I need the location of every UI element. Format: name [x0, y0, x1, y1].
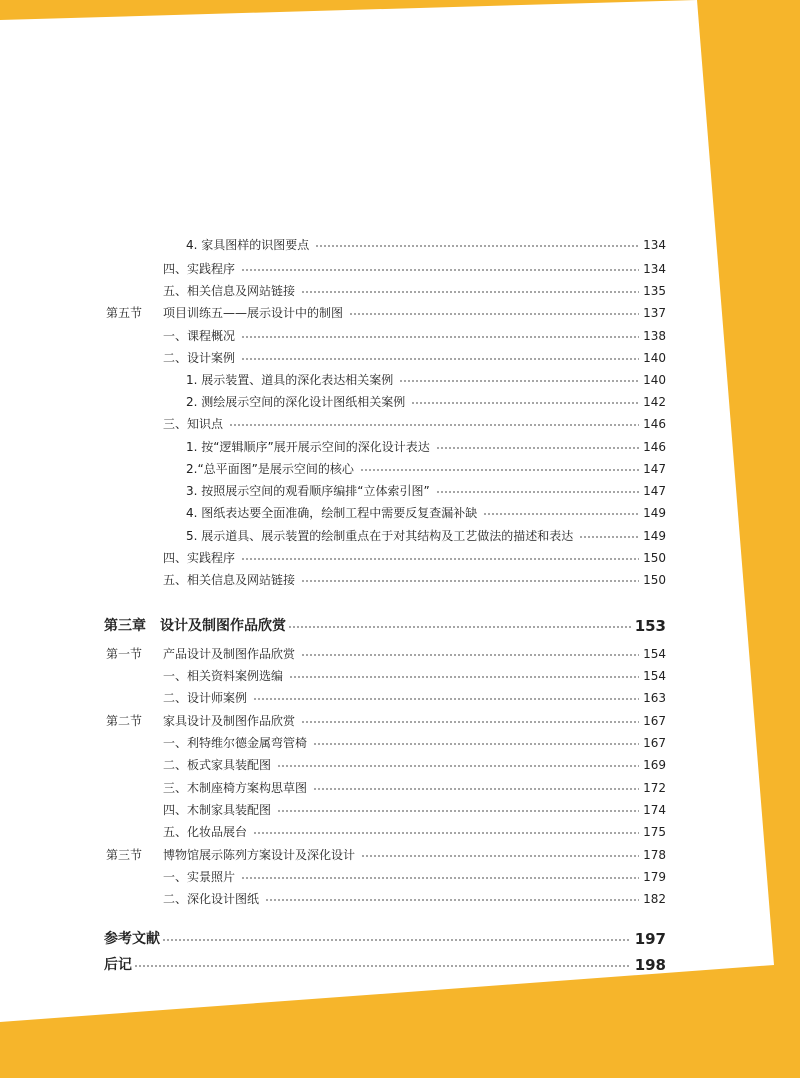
toc-entry-title: 四、实践程序	[163, 551, 236, 565]
toc-entry-title: 产品设计及制图作品欣赏	[163, 647, 296, 661]
toc-entry-title: 二、设计师案例	[163, 691, 248, 705]
toc-entry-page: 182	[643, 892, 666, 906]
toc-entry-page: 135	[643, 284, 666, 298]
toc-entry	[163, 889, 666, 909]
toc-entry-title: 5. 展示道具、展示装置的绘制重点在于对其结构及工艺做法的描述和表达	[186, 529, 574, 543]
dot-leader	[241, 877, 639, 879]
toc-entry	[163, 867, 666, 887]
dot-leader	[360, 469, 639, 471]
toc-entry-title: 参考文献	[104, 931, 160, 947]
toc-entry	[163, 548, 666, 568]
toc-entry-title: 家具设计及制图作品欣赏	[163, 714, 296, 728]
toc-entry-title: 五、相关信息及网站链接	[163, 573, 296, 587]
toc-entry	[163, 800, 666, 820]
toc-entry-title: 后记	[104, 957, 132, 973]
dot-leader	[241, 358, 639, 360]
toc-entry-title: 博物馆展示陈列方案设计及深化设计	[163, 848, 356, 862]
toc-entry-title: 三、知识点	[163, 417, 224, 431]
toc-entry-page: 140	[643, 351, 666, 365]
toc-entry-title: 二、深化设计图纸	[163, 892, 260, 906]
toc-entry-title: 1. 展示装置、道具的深化表达相关案例	[186, 373, 394, 387]
dot-leader	[301, 721, 639, 723]
toc-entry-page: 146	[643, 417, 666, 431]
toc-entry	[163, 755, 666, 775]
toc-entry-title: 2. 测绘展示空间的深化设计图纸相关案例	[186, 395, 406, 409]
toc-entry	[163, 666, 666, 686]
toc-entry-page: 174	[643, 803, 666, 817]
dot-leader	[399, 380, 639, 382]
toc-afterword-entry	[104, 953, 666, 977]
toc-entry-page: 175	[643, 825, 666, 839]
toc-entry-title: 项目训练五——展示设计中的制图	[163, 306, 344, 320]
toc-references-entry	[104, 927, 666, 951]
dot-leader	[483, 513, 639, 515]
section-number: 第五节	[106, 306, 143, 320]
section-number: 第三节	[106, 848, 143, 862]
toc-entry-page: 169	[643, 758, 666, 772]
toc-entry	[186, 526, 666, 546]
toc-entry-page: 147	[643, 462, 666, 476]
dot-leader	[579, 536, 639, 538]
toc-entry-page: 167	[643, 736, 666, 750]
toc-entry-page: 140	[643, 373, 666, 387]
toc-entry-page: 134	[643, 262, 666, 276]
dot-leader	[288, 626, 631, 628]
section-number: 第一节	[106, 647, 143, 661]
dot-leader	[436, 491, 639, 493]
toc-entry-page: 142	[643, 395, 666, 409]
toc-entry-page: 154	[643, 647, 666, 661]
dot-leader	[361, 855, 639, 857]
toc-entry-page: 154	[643, 669, 666, 683]
toc-entry	[163, 778, 666, 798]
toc-entry	[163, 348, 666, 368]
toc-entry-page: 138	[643, 329, 666, 343]
toc-entry-page: 137	[643, 306, 666, 320]
toc-entry	[163, 259, 666, 279]
toc-entry-page: 179	[643, 870, 666, 884]
toc-entry-page: 163	[643, 691, 666, 705]
chapter-number: 第三章	[104, 618, 146, 634]
toc-entry-title: 五、化妆品展台	[163, 825, 248, 839]
toc-entry	[163, 326, 666, 346]
dot-leader	[277, 765, 639, 767]
dot-leader	[301, 580, 639, 582]
toc-section-entry	[106, 303, 666, 323]
toc-entry-page: 146	[643, 440, 666, 454]
toc-entry-page: 172	[643, 781, 666, 795]
toc-entry-page: 197	[634, 930, 666, 948]
toc-section-entry	[106, 711, 666, 731]
toc-entry-title: 四、实践程序	[163, 262, 236, 276]
toc-entry	[186, 235, 666, 255]
toc-entry-title: 2.“总平面图”是展示空间的核心	[186, 462, 354, 476]
toc-entry-title: 1. 按“逻辑顺序”展开展示空间的深化设计表达	[186, 440, 430, 454]
toc-entry-page: 150	[643, 573, 666, 587]
toc-entry	[186, 370, 666, 390]
dot-leader	[277, 810, 639, 812]
dot-leader	[313, 788, 639, 790]
toc-entry-title: 一、相关资料案例选编	[163, 669, 284, 683]
toc-entry	[186, 437, 666, 457]
dot-leader	[253, 698, 639, 700]
dot-leader	[265, 899, 639, 901]
toc-entry-page: 178	[643, 848, 666, 862]
toc-entry-page: 153	[634, 617, 666, 635]
dot-leader	[134, 965, 631, 967]
dot-leader	[436, 447, 639, 449]
toc-entry-page: 150	[643, 551, 666, 565]
toc-entry-title: 一、课程概况	[163, 329, 236, 343]
dot-leader	[301, 291, 639, 293]
dot-leader	[315, 245, 639, 247]
toc-entry	[163, 414, 666, 434]
dot-leader	[313, 743, 639, 745]
toc-entry	[163, 822, 666, 842]
toc-entry-title: 4. 家具图样的识图要点	[186, 238, 310, 252]
toc-entry-title: 3. 按照展示空间的观看顺序编排“立体索引图”	[186, 484, 430, 498]
dot-leader	[229, 424, 639, 426]
toc-entry-page: 147	[643, 484, 666, 498]
toc-entry-title: 二、设计案例	[163, 351, 236, 365]
dot-leader	[162, 939, 631, 941]
toc-entry-title: 二、板式家具装配图	[163, 758, 272, 772]
dot-leader	[289, 676, 639, 678]
toc-entry-title: 4. 图纸表达要全面准确，绘制工程中需要反复查漏补缺	[186, 506, 478, 520]
dot-leader	[241, 269, 639, 271]
section-number: 第二节	[106, 714, 143, 728]
toc-entry-title: 四、木制家具装配图	[163, 803, 272, 817]
dot-leader	[411, 402, 639, 404]
dot-leader	[301, 654, 639, 656]
toc-section-entry	[106, 644, 666, 664]
toc-entry	[186, 481, 666, 501]
dot-leader	[241, 558, 639, 560]
toc-entry	[163, 733, 666, 753]
toc-entry	[163, 570, 666, 590]
toc-entry-page: 167	[643, 714, 666, 728]
toc-entry-page: 134	[643, 238, 666, 252]
toc-entry-page: 198	[634, 956, 666, 974]
toc-entry-title: 一、实景照片	[163, 870, 236, 884]
toc-entry	[163, 688, 666, 708]
toc-section-entry	[106, 845, 666, 865]
toc-entry-page: 149	[643, 506, 666, 520]
toc-entry-page: 149	[643, 529, 666, 543]
toc-entry-title: 一、利特维尔德金属弯管椅	[163, 736, 308, 750]
toc-entry	[163, 281, 666, 301]
toc-entry	[186, 392, 666, 412]
toc-chapter-entry	[104, 614, 666, 638]
dot-leader	[253, 832, 639, 834]
dot-leader	[349, 313, 639, 315]
toc-entry-title: 五、相关信息及网站链接	[163, 284, 296, 298]
toc-entry-title: 三、木制座椅方案构思草图	[163, 781, 308, 795]
toc-entry-title: 设计及制图作品欣赏	[160, 618, 286, 634]
toc-entry	[186, 459, 666, 479]
dot-leader	[241, 336, 639, 338]
toc-entry	[186, 503, 666, 523]
